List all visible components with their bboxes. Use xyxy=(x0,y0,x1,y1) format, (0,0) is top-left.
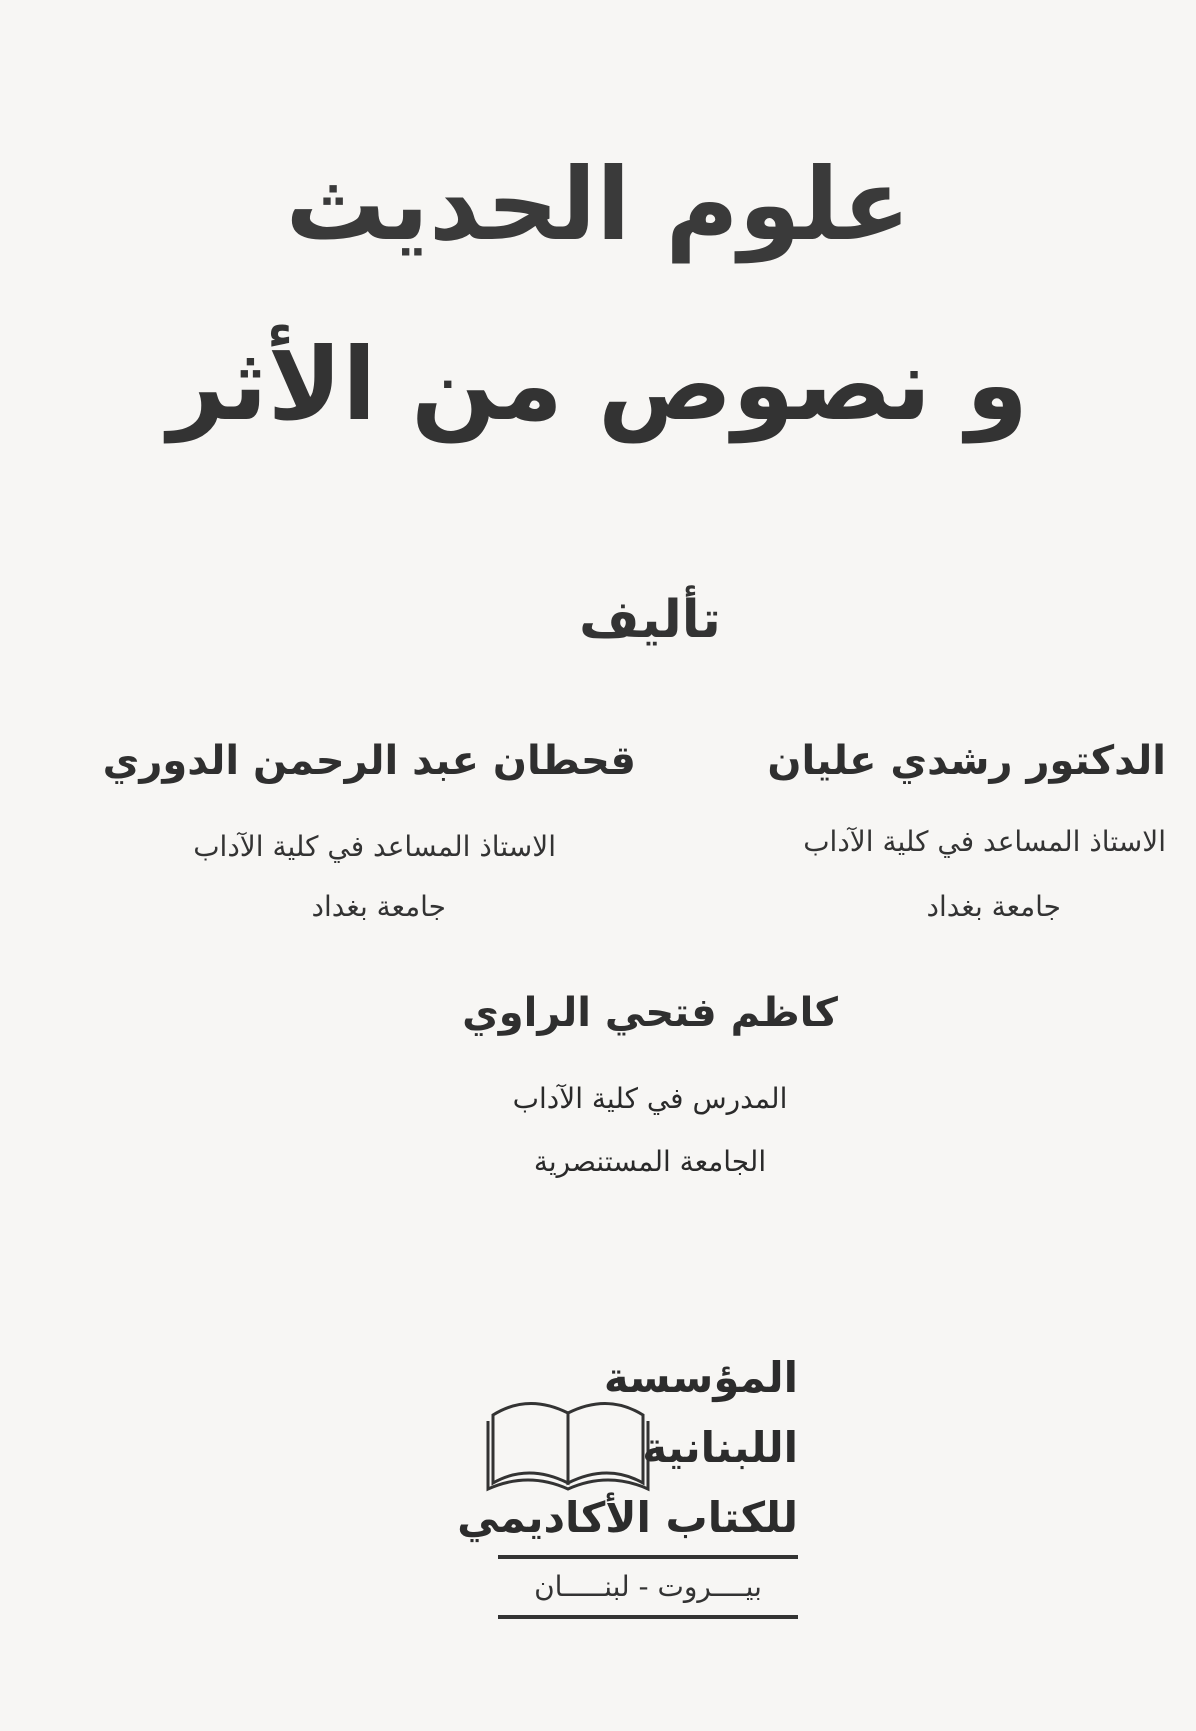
title-line-1: علوم الحديث xyxy=(285,146,911,263)
author-3-role: المدرس في كلية الآداب xyxy=(512,1082,788,1115)
title-line-2: و نصوص من الأثر xyxy=(167,326,1029,443)
author-2-university: جامعة بغداد xyxy=(311,890,446,923)
publisher-line-1: المؤسسة xyxy=(603,1353,798,1402)
publisher-rule-bottom xyxy=(498,1615,798,1619)
author-2-name: قحطان عبد الرحمن الدوري xyxy=(102,738,636,784)
author-1-name: الدكتور رشدي عليان xyxy=(767,738,1166,784)
authored-by-label: تأليف xyxy=(579,590,721,650)
author-1-role: الاستاذ المساعد في كلية الآداب xyxy=(803,825,1166,858)
publisher-line-2: اللبنانية xyxy=(642,1423,798,1472)
publisher-rule-top xyxy=(498,1555,798,1559)
publisher-line-3: للكتاب الأكاديمي xyxy=(457,1493,798,1542)
author-1-university: جامعة بغداد xyxy=(926,890,1061,923)
author-3-university: الجامعة المستنصرية xyxy=(533,1145,767,1178)
publisher-city: بيــــروت - لبنـــــان xyxy=(534,1570,762,1603)
author-3-name: كاظم فتحي الراوي xyxy=(462,990,838,1036)
author-2-role: الاستاذ المساعد في كلية الآداب xyxy=(193,830,556,863)
